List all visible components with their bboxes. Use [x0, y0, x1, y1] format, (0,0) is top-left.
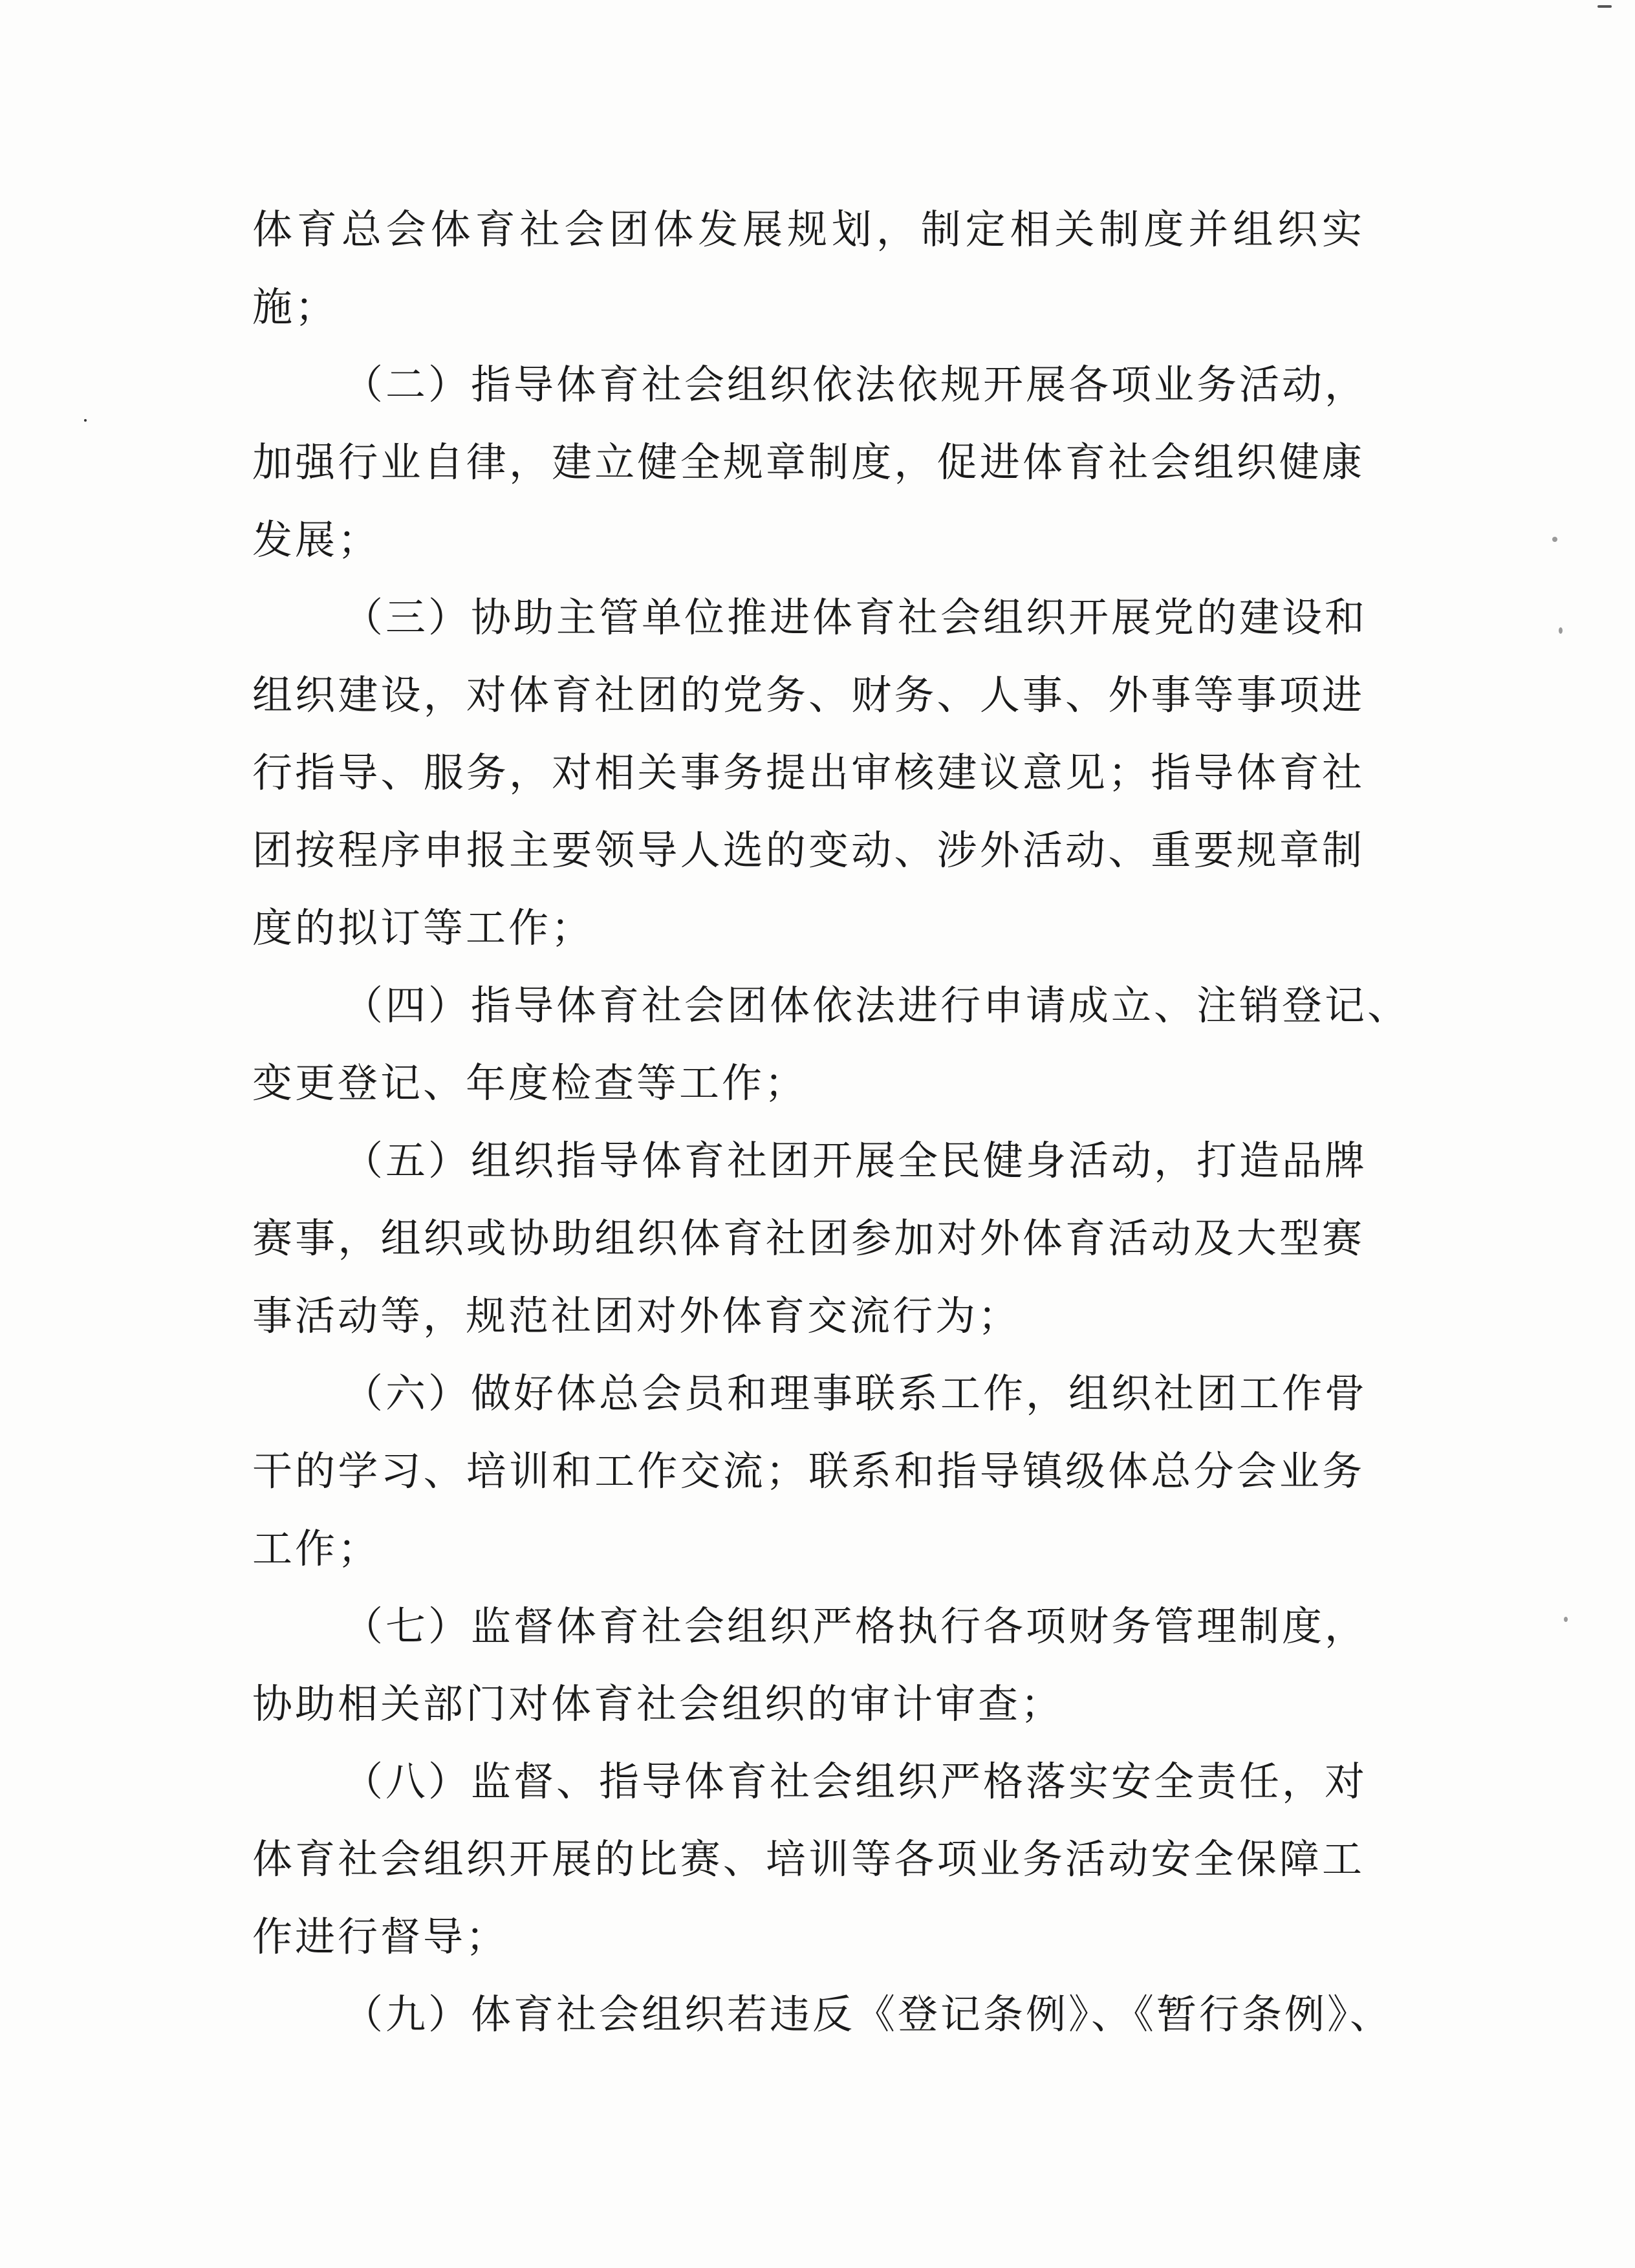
- text-line: 体育总会体育社会团体发展规划，制定相关制度并组织实: [252, 206, 1365, 253]
- text-line: 作进行督导；: [252, 1913, 509, 1960]
- text-line: 体育社会组织开展的比赛、培训等各项业务活动安全保障工: [252, 1835, 1365, 1883]
- paragraph-start-line: （五）组织指导体育社团开展全民健身活动，打造品牌: [343, 1137, 1368, 1184]
- paragraph-start-line: （八）监督、指导体育社会组织严格落实安全责任，对: [343, 1758, 1368, 1805]
- text-line: 变更登记、年度检查等工作；: [252, 1059, 808, 1107]
- scan-speck: [1597, 5, 1612, 8]
- text-line: 赛事，组织或协助组织体育社团参加对外体育活动及大型赛: [252, 1215, 1365, 1262]
- paragraph-start-line: （二）指导体育社会组织依法依规开展各项业务活动，: [343, 361, 1368, 408]
- text-line: 协助相关部门对体育社会组织的审计审查；: [252, 1680, 1064, 1727]
- text-line: 干的学习、培训和工作交流；联系和指导镇级体总分会业务: [252, 1447, 1365, 1495]
- paragraph-start-line: （三）协助主管单位推进体育社会组织开展党的建设和: [343, 594, 1368, 641]
- scan-speck: [84, 419, 87, 422]
- text-line: 加强行业自律，建立健全规章制度，促进体育社会组织健康: [252, 438, 1365, 486]
- scan-speck: [1559, 627, 1563, 634]
- scan-speck: [1552, 537, 1557, 542]
- paragraph-start-line: （七）监督体育社会组织严格执行各项财务管理制度，: [343, 1603, 1368, 1650]
- paragraph-start-line: （六）做好体总会员和理事联系工作，组织社团工作骨: [343, 1370, 1368, 1417]
- scan-speck: [1564, 1617, 1568, 1622]
- text-line: 组织建设，对体育社团的党务、财务、人事、外事等事项进: [252, 671, 1365, 718]
- text-line: 度的拟订等工作；: [252, 904, 594, 951]
- text-line: 行指导、服务，对相关事务提出审核建议意见；指导体育社: [252, 749, 1365, 796]
- text-line: 发展；: [252, 516, 381, 563]
- paragraph-start-line: （四）指导体育社会团体依法进行申请成立、注销登记、: [343, 982, 1411, 1029]
- text-line: 团按程序申报主要领导人选的变动、涉外活动、重要规章制: [252, 826, 1365, 874]
- text-line: 工作；: [252, 1525, 381, 1572]
- text-line: 事活动等，规范社团对外体育交流行为；: [252, 1292, 1021, 1339]
- text-line: 施；: [252, 283, 338, 330]
- paragraph-start-line: （九）体育社会组织若违反《登记条例》、《暂行条例》、: [343, 1991, 1393, 2038]
